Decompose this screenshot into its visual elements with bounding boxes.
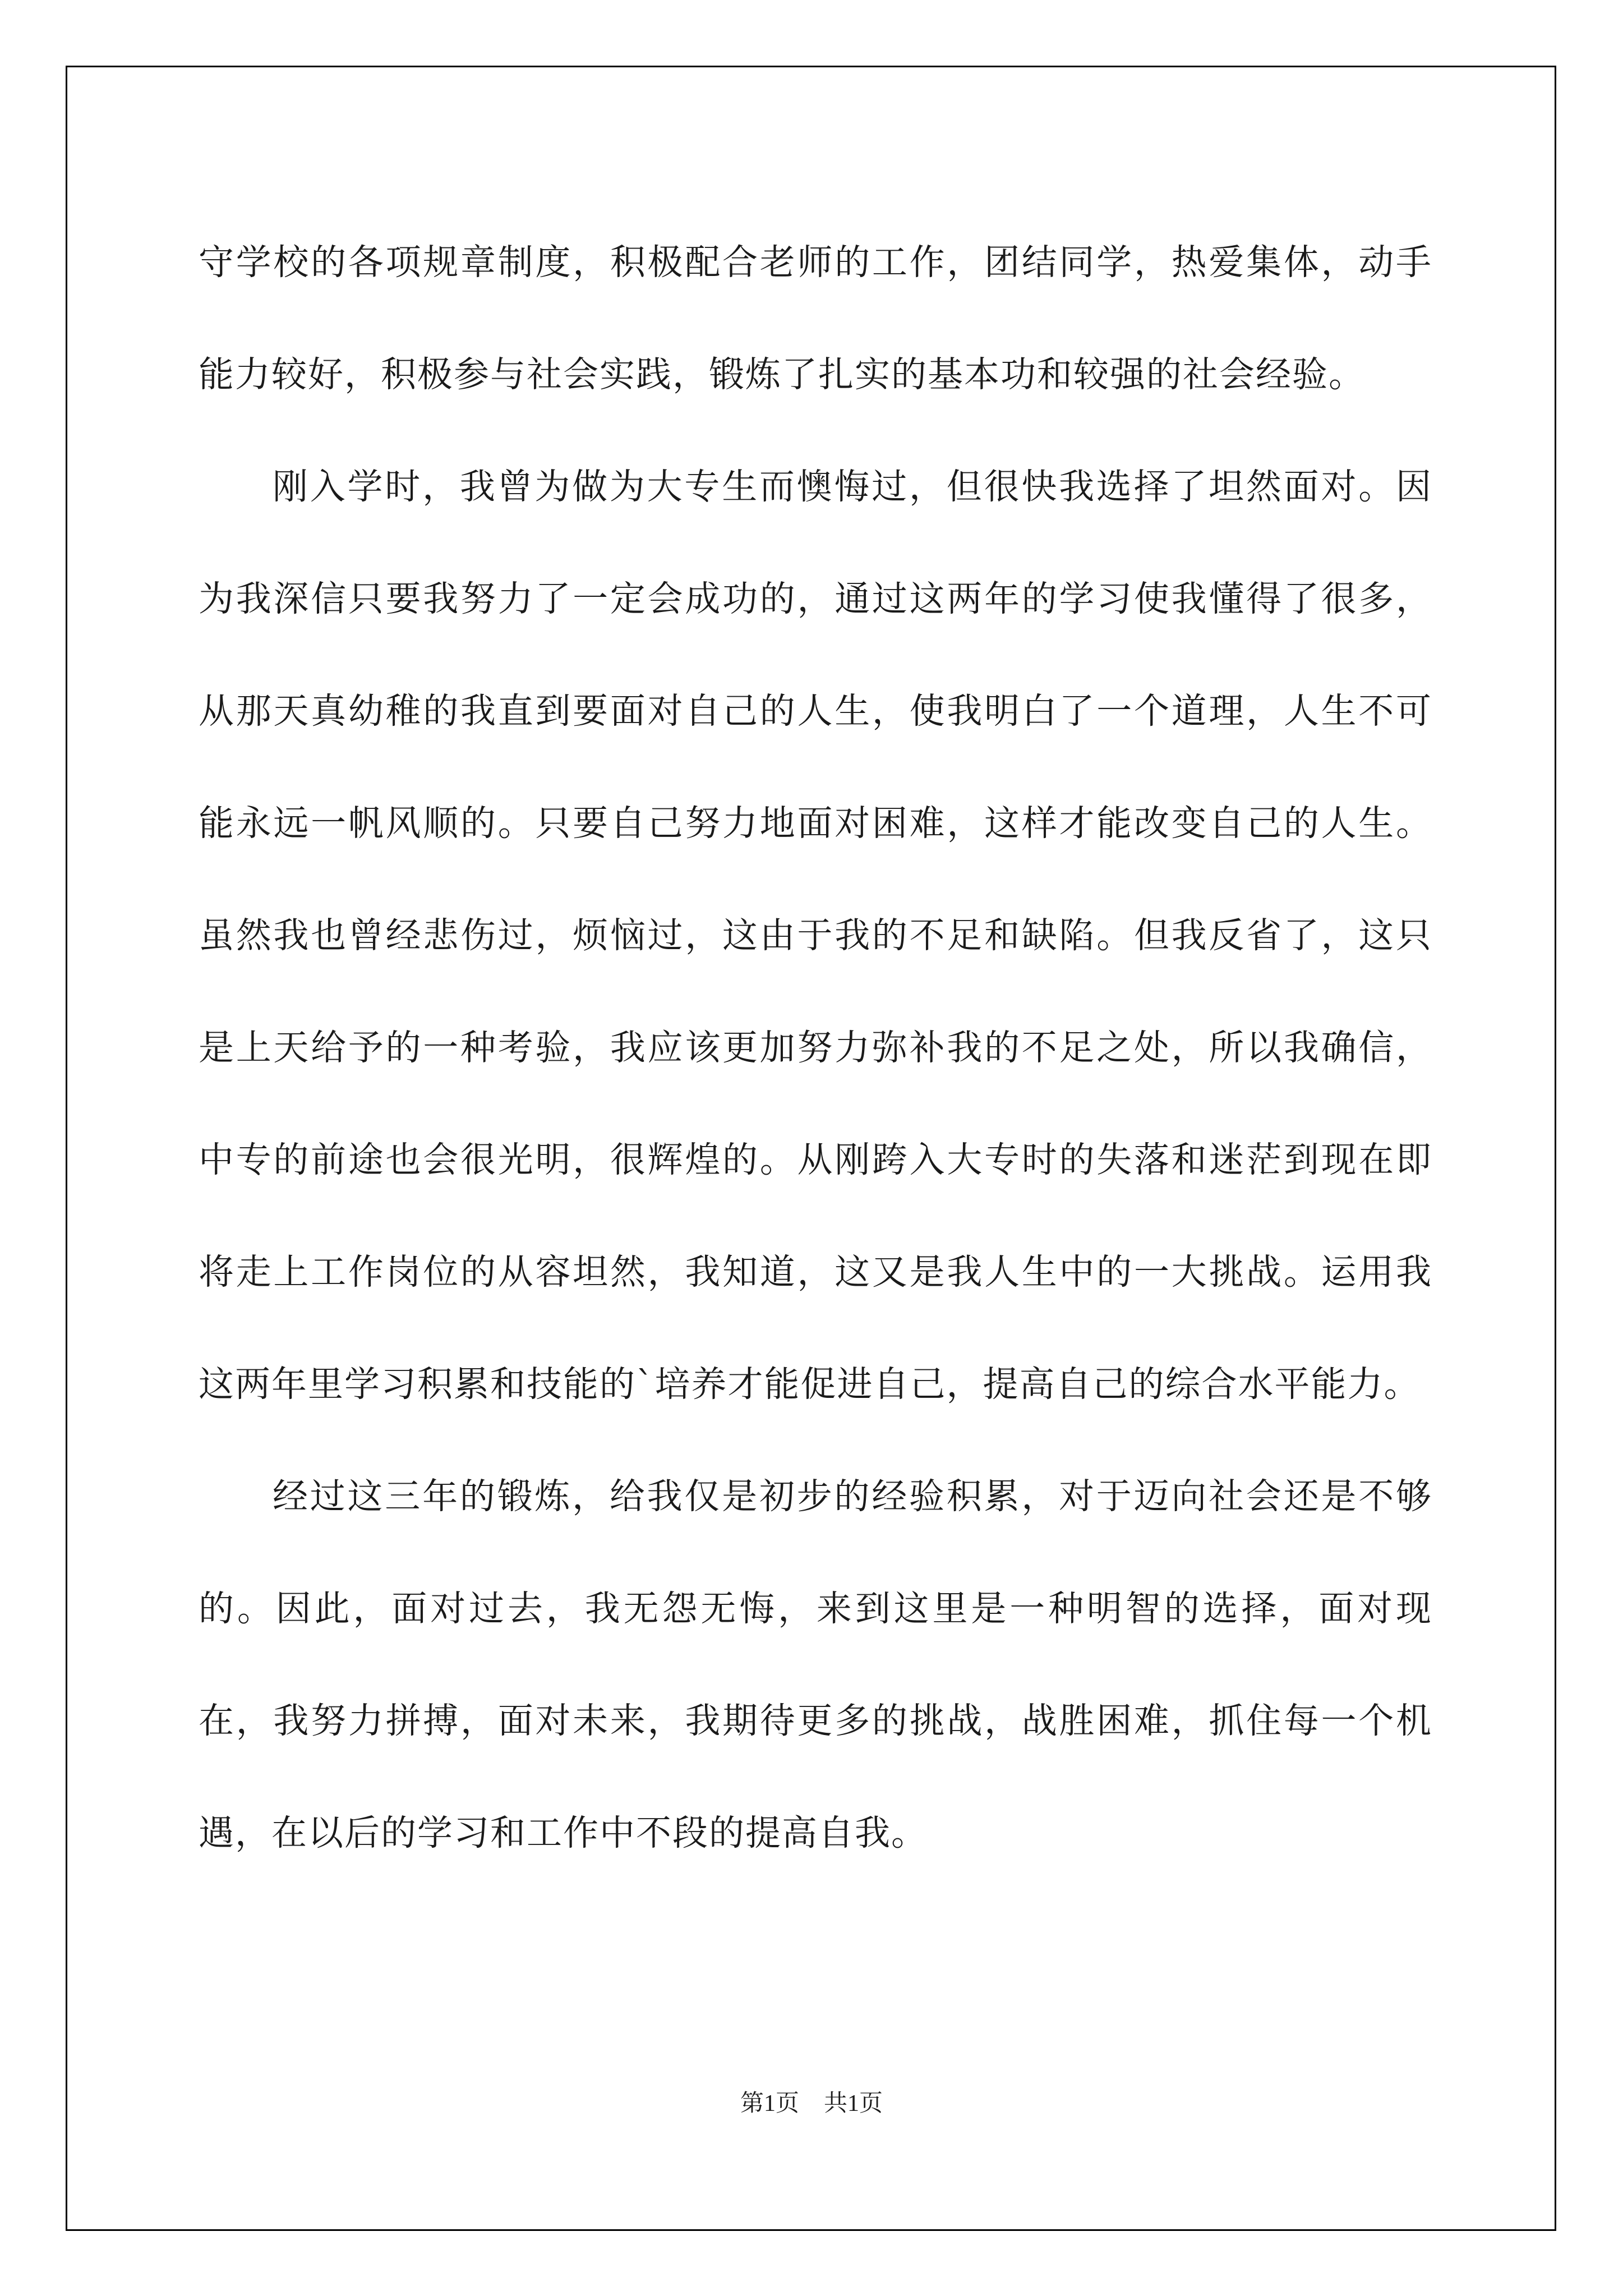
page-number: 第1页 [740,2091,799,2116]
document-body [199,206,1432,1889]
paragraph-1: 守学校的各项规章制度，积极配合老师的工作，团结同学，热爱集体，动手能力较好，积极参与社会实践，锻炼了扎实的基本功和较强的社会经验。 [199,242,1432,395]
paragraph-3: 经过这三年的锻炼，给我仅是初步的经验积累，对于迈向社会还是不够的。因此，面对过去，我无怨无悔，来到这里是一种明智的选择，面对现在，我努力拼搏，面对未来，我期待更多的挑战，战胜困难，抓住每一个机遇，在以后的学习和工作中不段的提高自我。 [199,1476,1432,1853]
page-footer [0,2085,1623,2118]
page-total: 共1页 [824,2091,883,2116]
paragraph-2: 刚入学时，我曾为做为大专生而懊悔过，但很快我选择了坦然面对。因为我深信只要我努力了一定会成功的，通过这两年的学习使我懂得了很多，从那天真幼稚的我直到要面对自己的人生，使我明白了一个道理，人生不可能永远一帆风顺的。只要自己努力地面对困难，这样才能改变自己的人生。虽然我也曾经悲伤过，烦恼过，这由于我的不足和缺陷。但我反省了，这只是上天给予的一种考验，我应该更加努力弥补我的不足之处，所以我确信，中专的前途也会很光明，很辉煌的。从刚跨入大专时的失落和迷茫到现在即将走上工作岗位的从容坦然，我知道，这又是我人生中的一大挑战。运用我这两年里学习积累和技能的`培养才能促进自己，提高自己的综合水平能力。 [199,466,1432,1405]
